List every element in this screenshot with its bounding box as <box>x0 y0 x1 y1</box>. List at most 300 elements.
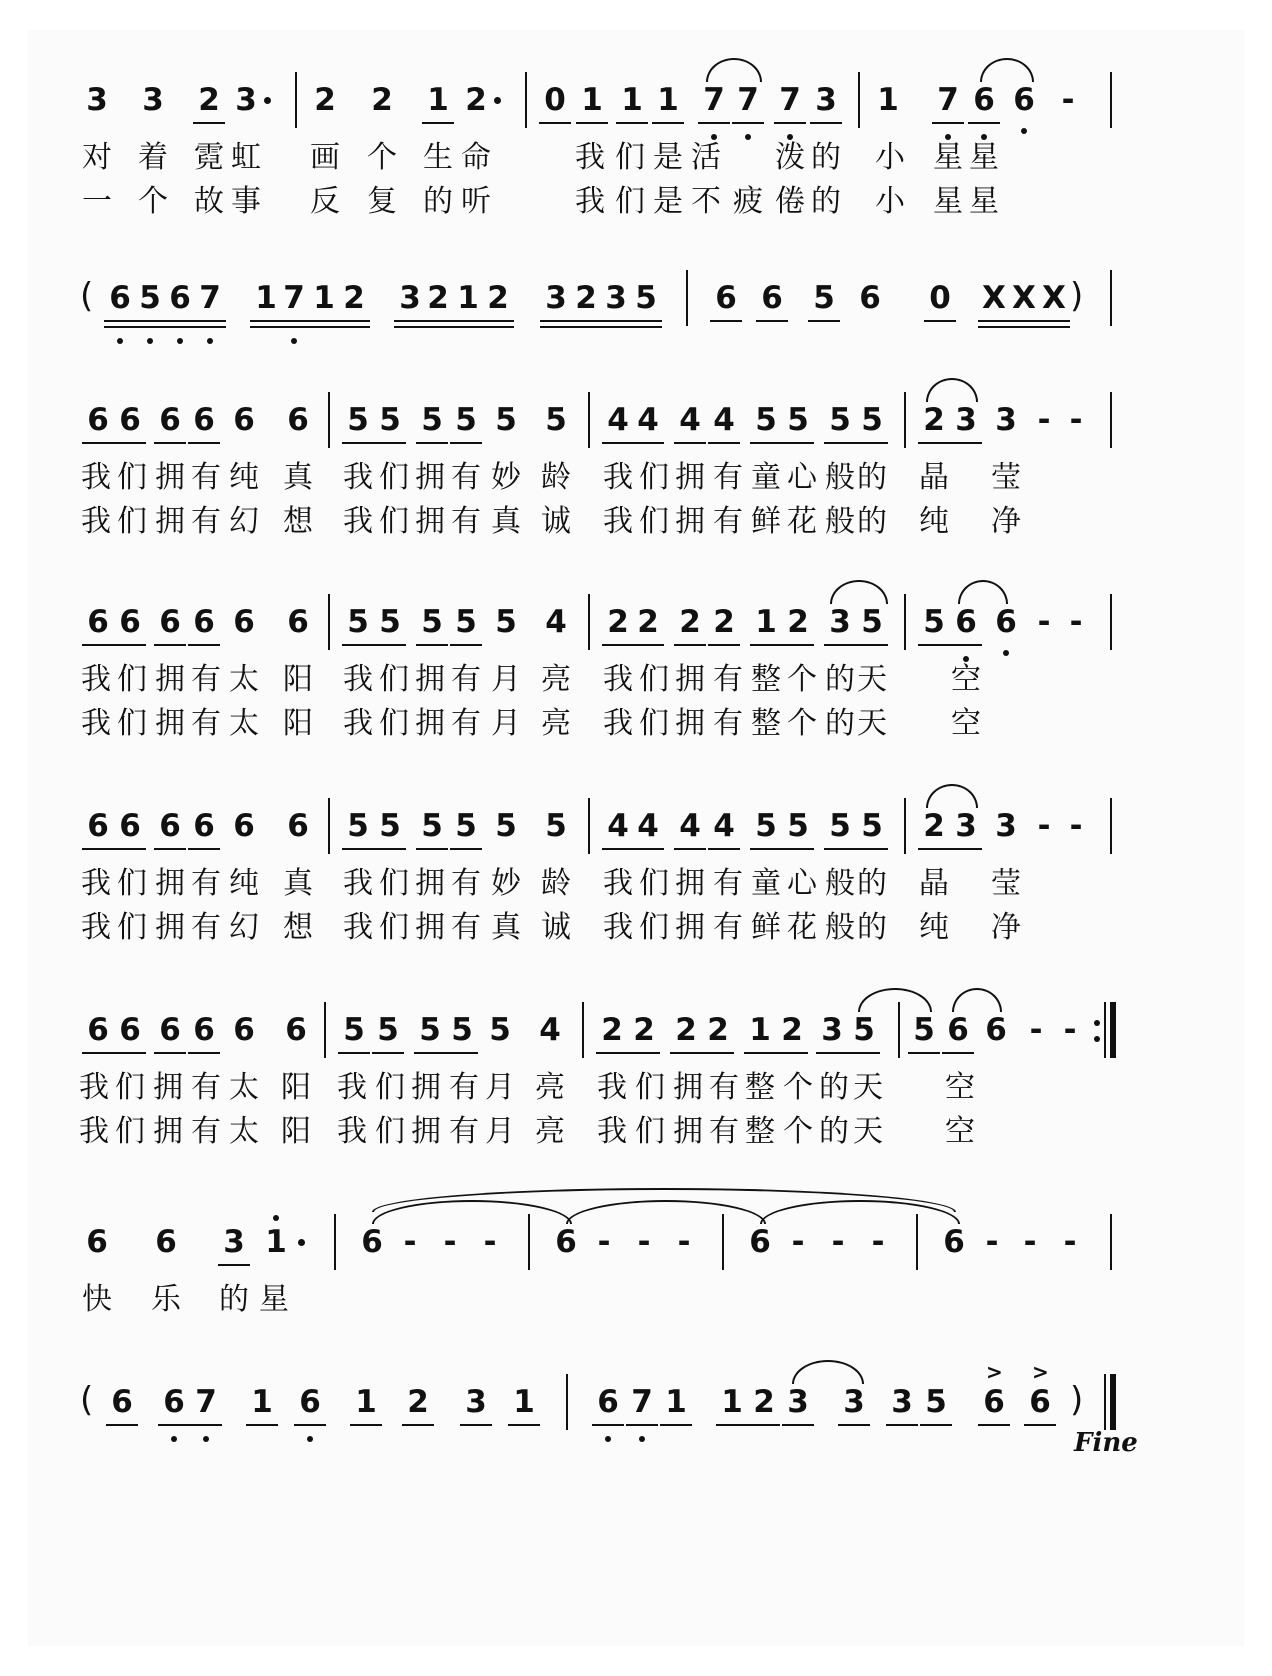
note <box>1004 82 1044 118</box>
note-digit: 2 <box>607 604 629 640</box>
augmentation-dot <box>264 97 271 104</box>
lyric-syllable: 童 <box>751 866 781 901</box>
lyric-syllable: 花 <box>787 504 817 539</box>
lyric-syllable: 们 <box>375 1070 405 1105</box>
duration-underline <box>278 320 310 322</box>
note-digit: 2 <box>637 604 659 640</box>
note <box>818 1224 858 1260</box>
note <box>772 1012 812 1048</box>
note-digit: 6 <box>163 1384 185 1420</box>
duration-underline <box>414 1052 446 1054</box>
lyric-syllable: 的 <box>819 1114 849 1149</box>
note-digit: 5 <box>787 808 809 844</box>
bar-line <box>904 798 906 854</box>
lyric-syllable: 有 <box>191 866 221 901</box>
note-digit: - <box>1061 82 1075 118</box>
note-digit: 5 <box>455 402 477 438</box>
duration-underline <box>918 848 950 850</box>
duration-underline <box>416 848 448 850</box>
lyric-syllable: 有 <box>451 460 481 495</box>
lyric-syllable: 心 <box>787 866 817 901</box>
note-digit: 6 <box>983 1384 1005 1420</box>
lyric-syllable: 拥 <box>675 910 705 945</box>
note-digit: 5 <box>495 604 517 640</box>
note <box>346 1384 386 1420</box>
duration-underline <box>602 848 634 850</box>
note-digit: 6 <box>111 1384 133 1420</box>
lyric-syllable: 心 <box>787 460 817 495</box>
duration-underline <box>1008 326 1040 328</box>
note <box>278 604 318 640</box>
lyric-syllable: 的 <box>825 662 855 697</box>
lyric-syllable: 空 <box>951 662 981 697</box>
note-digit: 4 <box>637 402 659 438</box>
lyric-syllable: 亮 <box>535 1070 565 1105</box>
lyric-syllable: 们 <box>615 184 645 219</box>
lyric-syllable: 净 <box>991 910 1021 945</box>
lyric-syllable: 们 <box>639 706 669 741</box>
duration-underline <box>402 1424 434 1426</box>
duration-underline <box>776 1052 808 1054</box>
note <box>370 808 410 844</box>
lyric-syllable: 我 <box>603 460 633 495</box>
note-digit: 2 <box>675 1012 697 1048</box>
note-digit: 6 <box>947 1012 969 1048</box>
lyric-syllable: 不 <box>691 184 721 219</box>
note-digit: 6 <box>159 1012 181 1048</box>
duration-underline <box>106 1424 138 1426</box>
lyric-syllable: 龄 <box>541 460 571 495</box>
note-digit: 6 <box>943 1224 965 1260</box>
note <box>368 1012 408 1048</box>
note-digit: - <box>1063 1012 1077 1048</box>
lyric-syllable: 个 <box>783 1070 813 1105</box>
bar-line <box>1110 72 1112 128</box>
note <box>224 1012 264 1048</box>
duration-underline <box>756 320 788 322</box>
lyric-syllable: 龄 <box>541 866 571 901</box>
note-digit: 4 <box>607 808 629 844</box>
duration-underline <box>446 1052 478 1054</box>
note-digit: 6 <box>287 808 309 844</box>
lyric-syllable: 个 <box>787 706 817 741</box>
note <box>226 82 266 118</box>
lyric-syllable: 拥 <box>415 866 445 901</box>
note-digit: - <box>831 1224 845 1260</box>
note <box>456 82 496 118</box>
duration-underline <box>422 320 454 322</box>
note <box>778 808 818 844</box>
note <box>706 280 746 316</box>
lyric-syllable: 纯 <box>229 460 259 495</box>
note-digit: 4 <box>679 808 701 844</box>
note <box>1056 402 1096 438</box>
note-digit: 6 <box>361 1224 383 1260</box>
lyric-syllable: 我 <box>343 662 373 697</box>
note <box>256 1224 296 1260</box>
note-digit: 5 <box>923 604 945 640</box>
duration-underline <box>422 122 454 124</box>
duration-underline <box>372 1052 404 1054</box>
lyric-syllable: 有 <box>191 1070 221 1105</box>
duration-underline <box>188 442 220 444</box>
lyric-syllable: 故 <box>194 184 224 219</box>
note <box>976 1012 1016 1048</box>
lyric-syllable: 听 <box>461 184 491 219</box>
lyric-syllable: 莹 <box>991 866 1021 901</box>
duration-underline <box>134 326 166 328</box>
lyric-syllable: 有 <box>713 706 743 741</box>
note-digit: 5 <box>853 1012 875 1048</box>
lyric-syllable: 有 <box>191 910 221 945</box>
lyric-syllable: 们 <box>379 866 409 901</box>
note-digit: 4 <box>539 1012 561 1048</box>
note-digit: 3 <box>223 1224 245 1260</box>
duration-underline <box>350 1424 382 1426</box>
note <box>184 808 224 844</box>
lyric-syllable: 有 <box>709 1114 739 1149</box>
duration-underline <box>194 326 226 328</box>
note-digit: 6 <box>859 280 881 316</box>
bar-line <box>904 594 906 650</box>
lyric-syllable: 我 <box>79 1114 109 1149</box>
note-digit: 3 <box>843 1384 865 1420</box>
note-digit: 6 <box>119 1012 141 1048</box>
note <box>110 604 150 640</box>
duration-underline <box>452 326 484 328</box>
note <box>648 82 688 118</box>
lyric-syllable: 拥 <box>675 706 705 741</box>
note-digit: 5 <box>139 280 161 316</box>
note <box>224 402 264 438</box>
note <box>1050 1012 1090 1048</box>
lyric-syllable: 着 <box>138 140 168 175</box>
duration-underline <box>452 320 484 322</box>
duration-underline <box>154 848 186 850</box>
duration-underline <box>600 320 632 322</box>
duration-underline <box>732 122 764 124</box>
lyric-syllable: 般 <box>825 910 855 945</box>
note <box>110 808 150 844</box>
lyric-syllable: 我 <box>81 460 111 495</box>
note-digit: 6 <box>233 604 255 640</box>
lyric-syllable: 我 <box>81 662 111 697</box>
note-digit: - <box>1037 808 1051 844</box>
lyric-syllable: 泼 <box>775 140 805 175</box>
duration-underline <box>246 1424 278 1426</box>
note-digit: 1 <box>657 82 679 118</box>
bar-line <box>588 594 590 650</box>
note-digit: - <box>1037 604 1051 640</box>
lyric-syllable: 整 <box>745 1070 775 1105</box>
lyric-syllable: 拥 <box>675 460 705 495</box>
lyric-syllable: 星 <box>933 140 963 175</box>
duration-underline <box>188 644 220 646</box>
lyric-syllable: 们 <box>375 1114 405 1149</box>
note-digit: - <box>443 1224 457 1260</box>
lyric-syllable: 小 <box>875 140 905 175</box>
lyric-syllable: 命 <box>461 140 491 175</box>
duration-underline <box>808 320 840 322</box>
lyric-syllable: 我 <box>81 504 111 539</box>
note <box>242 1384 282 1420</box>
note-digit: 1 <box>621 82 643 118</box>
note <box>628 604 668 640</box>
note-digit: 6 <box>159 808 181 844</box>
bar-line <box>328 594 330 650</box>
lyric-syllable: 们 <box>117 662 147 697</box>
lyric-syllable: 阳 <box>281 1070 311 1105</box>
duration-underline <box>748 1424 780 1426</box>
lyric-syllable: 有 <box>191 504 221 539</box>
note-digit: - <box>871 1224 885 1260</box>
low-octave-dot <box>1003 650 1009 656</box>
score-line-4 <box>0 604 1272 741</box>
lyric-syllable: 对 <box>82 140 112 175</box>
note-digit: 7 <box>199 280 221 316</box>
note-digit: 7 <box>779 82 801 118</box>
lyric-syllable: 般 <box>825 460 855 495</box>
note <box>770 82 810 118</box>
note <box>536 604 576 640</box>
bar-line <box>525 72 527 128</box>
note-digit: 6 <box>233 808 255 844</box>
bar-line <box>1110 270 1112 326</box>
note <box>546 1224 586 1260</box>
note-digit: 7 <box>631 1384 653 1420</box>
lyric-syllable: 有 <box>449 1114 479 1149</box>
duration-underline <box>602 442 634 444</box>
bar-line <box>1110 594 1112 650</box>
lyric-syllable: 般 <box>825 504 855 539</box>
note-digit: 6 <box>287 402 309 438</box>
lyric-syllable: 有 <box>191 460 221 495</box>
lyric-syllable: 天 <box>853 1070 883 1105</box>
lyric-syllable: 拥 <box>155 866 185 901</box>
duration-underline <box>816 1052 848 1054</box>
duration-underline <box>710 320 742 322</box>
note <box>946 604 986 640</box>
score-line-3 <box>0 402 1272 539</box>
lyric-syllable: 们 <box>115 1114 145 1149</box>
note <box>916 1384 956 1420</box>
bar-line <box>588 798 590 854</box>
note <box>852 402 892 438</box>
duration-underline <box>104 326 136 328</box>
lyric-syllable: 们 <box>117 504 147 539</box>
note <box>852 808 892 844</box>
note <box>626 280 666 316</box>
note <box>430 1224 470 1260</box>
note-digit: 6 <box>955 604 977 640</box>
note-digit: 6 <box>715 280 737 316</box>
lyric-syllable: 倦 <box>775 184 805 219</box>
duration-underline <box>708 848 740 850</box>
note-digit: 1 <box>265 1224 287 1260</box>
lyric-syllable: 纯 <box>919 910 949 945</box>
duration-underline <box>114 644 146 646</box>
lyric-syllable: 我 <box>337 1070 367 1105</box>
bar-line <box>858 72 860 128</box>
duration-underline <box>1038 326 1070 328</box>
duration-underline <box>450 442 482 444</box>
duration-underline <box>856 442 888 444</box>
note-digit: 3 <box>815 82 837 118</box>
duration-underline <box>616 122 648 124</box>
accent-mark: > <box>986 1360 1003 1384</box>
lyric-syllable: 天 <box>853 1114 883 1149</box>
duration-underline <box>978 320 1010 322</box>
lyric-syllable: 阳 <box>283 706 313 741</box>
note-digit: 4 <box>545 604 567 640</box>
note <box>986 808 1026 844</box>
note-digit: 5 <box>347 808 369 844</box>
lyric-syllable: 星 <box>969 140 999 175</box>
note-digit: 5 <box>343 1012 365 1048</box>
duration-underline <box>920 1424 952 1426</box>
duration-underline <box>782 442 814 444</box>
duration-underline <box>670 1052 702 1054</box>
lyric-syllable: 有 <box>191 706 221 741</box>
lyric-syllable: 净 <box>991 504 1021 539</box>
note-digit: 5 <box>829 808 851 844</box>
lyric-syllable: 的 <box>857 460 887 495</box>
note <box>133 82 173 118</box>
lyric-syllable: 们 <box>639 460 669 495</box>
note <box>752 280 792 316</box>
duration-underline <box>460 1424 492 1426</box>
note-digit: 6 <box>86 1224 108 1260</box>
note-digit: - <box>1069 604 1083 640</box>
note <box>504 1384 544 1420</box>
bar-line <box>1110 1214 1112 1270</box>
duration-underline <box>856 644 888 646</box>
lyric-syllable: 反 <box>310 184 340 219</box>
note-digit: 2 <box>465 82 487 118</box>
lyric-syllable: 花 <box>787 910 817 945</box>
note-digit: 3 <box>995 402 1017 438</box>
duration-underline <box>652 122 684 124</box>
note <box>920 280 960 316</box>
note-digit: 4 <box>679 402 701 438</box>
duration-underline <box>450 848 482 850</box>
note-digit: 6 <box>193 604 215 640</box>
note <box>184 402 224 438</box>
lyric-syllable: 整 <box>751 662 781 697</box>
note-digit: 6 <box>287 604 309 640</box>
note <box>868 82 908 118</box>
lyric-syllable: 们 <box>117 706 147 741</box>
note-digit: 2 <box>787 604 809 640</box>
note <box>398 1384 438 1420</box>
bar-line <box>295 72 297 128</box>
note-digit: 6 <box>159 604 181 640</box>
note-digit: 5 <box>421 808 443 844</box>
duration-underline <box>674 442 706 444</box>
note-digit: 5 <box>545 402 567 438</box>
lyric-syllable: 一 <box>82 184 112 219</box>
note-digit: 4 <box>607 402 629 438</box>
bar-line <box>328 798 330 854</box>
note-digit: 2 <box>314 82 336 118</box>
augmentation-dot <box>494 97 501 104</box>
duration-underline <box>708 644 740 646</box>
lyric-syllable: 有 <box>713 662 743 697</box>
lyric-syllable: 幻 <box>229 504 259 539</box>
duration-underline <box>698 122 730 124</box>
lyric-syllable: 妙 <box>491 866 521 901</box>
duration-underline <box>1024 1424 1056 1426</box>
note-digit: 6 <box>985 1012 1007 1048</box>
duration-underline <box>114 1052 146 1054</box>
bar-line <box>686 270 688 326</box>
lyric-syllable: 疲 <box>733 184 763 219</box>
lyric-syllable: 阳 <box>283 662 313 697</box>
lyric-syllable: 们 <box>117 910 147 945</box>
note <box>834 1384 874 1420</box>
duration-underline <box>218 1264 250 1266</box>
note-digit: 6 <box>555 1224 577 1260</box>
note-digit: 7 <box>195 1384 217 1420</box>
lyric-syllable: 乐 <box>151 1282 181 1317</box>
parenthesis: ( <box>80 1380 94 1420</box>
duration-underline <box>540 320 572 322</box>
note-digit: 0 <box>544 82 566 118</box>
note <box>362 82 402 118</box>
lyric-syllable: 晶 <box>919 460 949 495</box>
note <box>740 1224 780 1260</box>
note <box>624 1224 664 1260</box>
lyric-syllable: 们 <box>379 662 409 697</box>
accent-mark: > <box>1032 1360 1049 1384</box>
note-digit: 5 <box>347 604 369 640</box>
lyric-syllable: 想 <box>283 504 313 539</box>
note-digit: 1 <box>581 82 603 118</box>
duration-underline <box>782 848 814 850</box>
lyric-syllable: 我 <box>603 866 633 901</box>
note-digit: 6 <box>995 604 1017 640</box>
lyric-syllable: 莹 <box>991 460 1021 495</box>
lyric-syllable: 们 <box>639 866 669 901</box>
lyric-syllable: 们 <box>615 140 645 175</box>
duration-underline <box>632 442 664 444</box>
duration-underline <box>886 1424 918 1426</box>
lyric-syllable: 般 <box>825 866 855 901</box>
lyric-syllable: 有 <box>709 1070 739 1105</box>
lyric-syllable: 我 <box>343 460 373 495</box>
duration-underline <box>708 442 740 444</box>
note-digit: 1 <box>665 1384 687 1420</box>
note-digit: 6 <box>749 1224 771 1260</box>
duration-underline <box>978 326 1010 328</box>
note-digit: 5 <box>451 1012 473 1048</box>
bar-line <box>566 1374 568 1430</box>
note <box>778 604 818 640</box>
parenthesis: ) <box>1070 276 1084 316</box>
lyric-syllable: 我 <box>575 184 605 219</box>
lyric-syllable: 有 <box>713 460 743 495</box>
note-digit: 1 <box>313 280 335 316</box>
repeat-end-barline <box>1110 1002 1116 1058</box>
note <box>486 402 526 438</box>
note <box>1034 280 1074 316</box>
duration-underline <box>824 848 856 850</box>
low-octave-dot <box>307 1436 313 1442</box>
duration-underline <box>932 122 964 124</box>
duration-underline <box>632 644 664 646</box>
lyric-syllable: 纯 <box>229 866 259 901</box>
note <box>102 1384 142 1420</box>
